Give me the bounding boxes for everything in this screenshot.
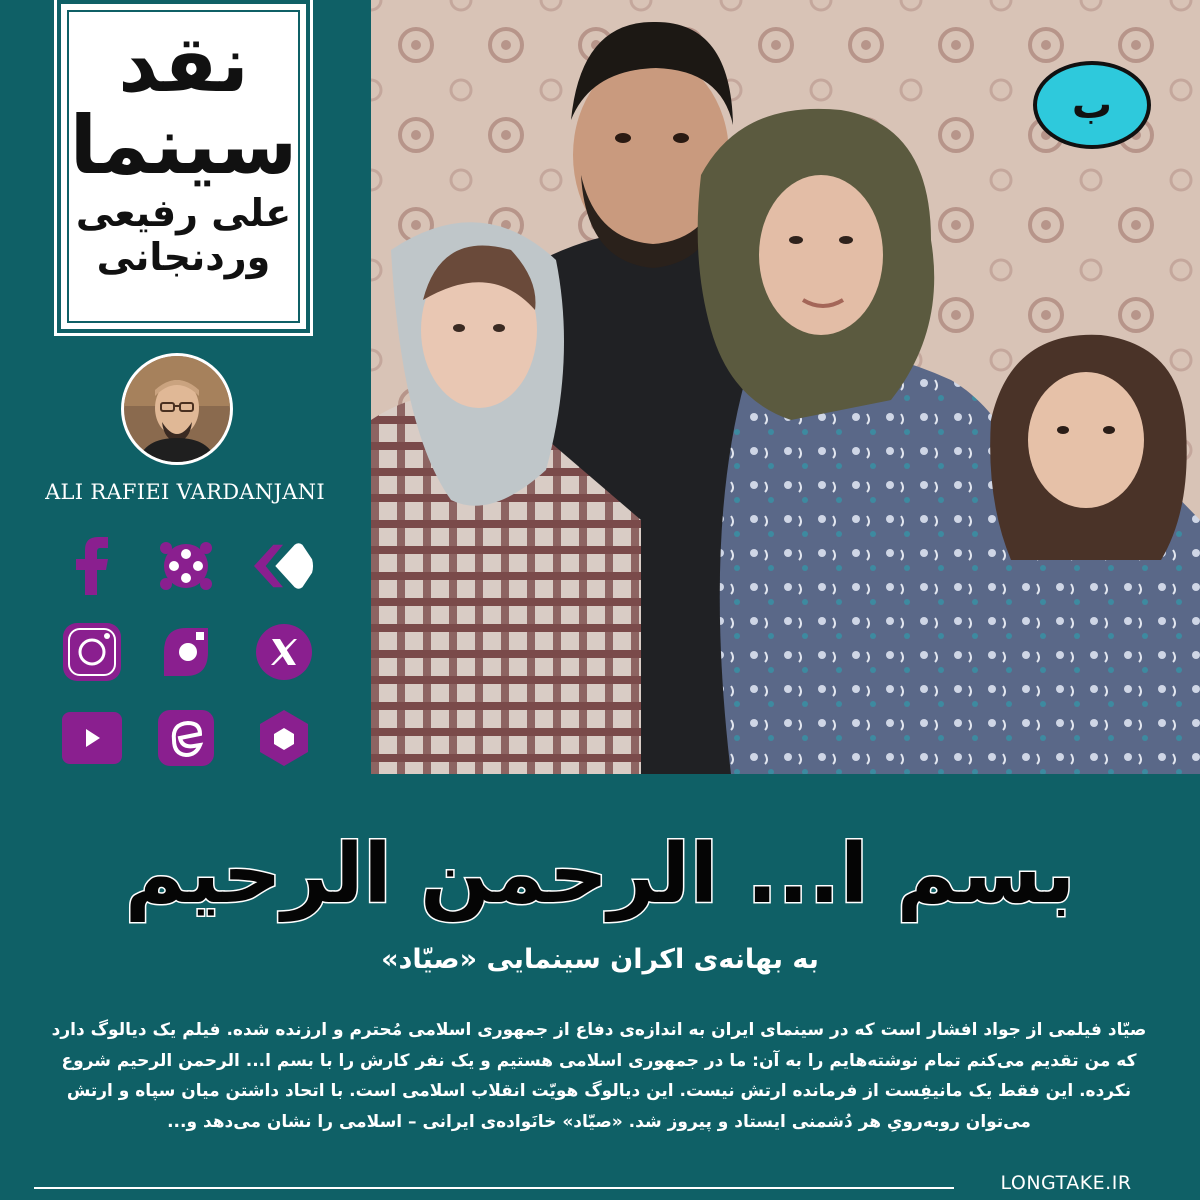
title-card — [57, 0, 310, 333]
excerpt-line-2: که من تقدیم می‌کنم تمام نوشته‌هایم را به آن: ما در جمهوری اسلامی هستیم و یک نفر کارش را با بسم ا... الرحمن الرحیم شروع — [61, 1050, 1137, 1071]
instagram-icon[interactable] — [62, 622, 122, 682]
excerpt-line-4: می‌توان روبه‌رویِ هر دُشمنی ایستاد و پیروز شد. «صیّاد» خانَواده‌ی ایرانی – اسلامی را نشان می‌دهد و... — [167, 1111, 1031, 1132]
headline: بسم ا... الرحمن الرحیم — [124, 827, 1076, 922]
subheadline: به بهانه‌ی اکران سینمایی «صیّاد» — [381, 944, 819, 975]
rubika-icon[interactable] — [156, 622, 216, 682]
virasty-icon[interactable] — [254, 536, 314, 596]
aparat-icon[interactable] — [156, 536, 216, 596]
article-excerpt — [34, 1015, 1164, 1137]
author-name-en: ALI RAFIEI VARDANJANI — [45, 480, 325, 504]
title-line-critique: نقد — [118, 20, 249, 110]
x-icon[interactable] — [254, 622, 314, 682]
excerpt-line-1: صیّاد فیلمی از جواد افشار است که در سینمای ایران به اندازه‌ی دفاع از جمهوری اسلامی مُحترم و ارزنده شده. فیلم یک دیالوگ دارد — [51, 1020, 1147, 1040]
author-avatar-image — [124, 356, 230, 462]
author-name-fa-line1: علی رفیعی — [75, 191, 292, 235]
social-icons-grid — [58, 536, 328, 776]
youtube-icon[interactable] — [62, 708, 122, 768]
badge-letter: ب — [1033, 61, 1151, 149]
eitaa-icon[interactable] — [156, 708, 216, 768]
facebook-icon[interactable] — [62, 536, 122, 596]
site-url[interactable]: LONGTAKE.IR — [1000, 1172, 1132, 1194]
author-name-fa — [76, 192, 291, 279]
bale-icon[interactable] — [254, 708, 314, 768]
footer-divider — [34, 1187, 954, 1189]
title-card-inner — [67, 10, 300, 323]
author-name-fa-line2: وردنجانی — [96, 234, 271, 279]
author-avatar — [121, 353, 233, 465]
excerpt-line-3: نکرده. این فقط یک مانیفِست از فرمانده ارتش نیست. این دیالوگ هویّت انقلاب اسلامی است. با اتحاد داشتن میان سپاه و ارتش — [66, 1081, 1132, 1101]
title-line-cinema: سینما — [69, 99, 298, 192]
